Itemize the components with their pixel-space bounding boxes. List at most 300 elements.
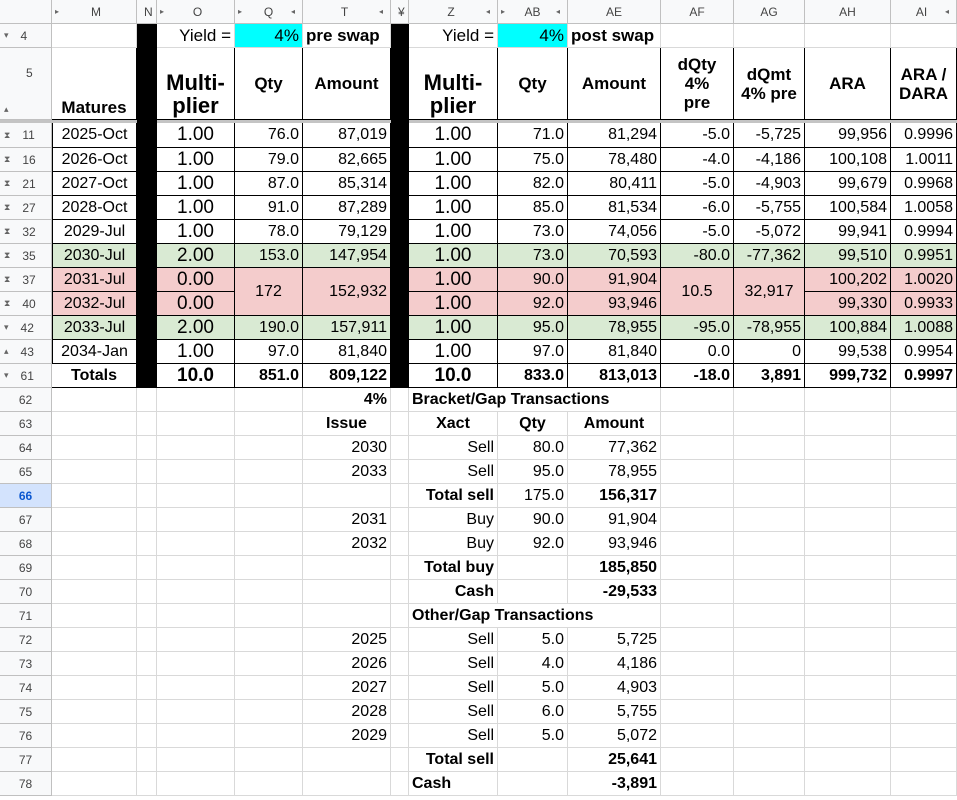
- empty-cell[interactable]: [303, 484, 391, 508]
- multiplier-post-cell[interactable]: 1.00: [409, 123, 498, 148]
- matures-header[interactable]: Matures: [52, 48, 137, 120]
- amount-pre-merged-cell[interactable]: 152,932: [303, 268, 391, 316]
- amount-pre-cell[interactable]: 82,665: [303, 148, 391, 172]
- empty-cell[interactable]: [734, 388, 805, 412]
- yield-input-pre[interactable]: 4%: [235, 24, 303, 48]
- empty-cell[interactable]: [157, 676, 235, 700]
- empty-cell[interactable]: [891, 412, 957, 436]
- empty-cell[interactable]: [52, 628, 137, 652]
- empty-cell[interactable]: [157, 580, 235, 604]
- empty-cell[interactable]: [661, 484, 734, 508]
- empty-cell[interactable]: [805, 412, 891, 436]
- multiplier-pre-cell[interactable]: 1.00: [157, 148, 235, 172]
- row-header-78[interactable]: [0, 772, 52, 796]
- ara-header[interactable]: ARA: [805, 48, 891, 120]
- empty-cell[interactable]: [805, 748, 891, 772]
- empty-cell[interactable]: [661, 556, 734, 580]
- empty-cell[interactable]: [235, 508, 303, 532]
- ara-dara-cell[interactable]: 0.9996: [891, 123, 957, 148]
- empty-cell[interactable]: [235, 676, 303, 700]
- empty-cell[interactable]: [137, 676, 157, 700]
- dqmt-cell[interactable]: -77,362: [734, 244, 805, 268]
- ara-dara-cell[interactable]: 0.9954: [891, 340, 957, 364]
- empty-cell[interactable]: [52, 772, 137, 796]
- qty-pre-cell[interactable]: 78.0: [235, 220, 303, 244]
- empty-cell[interactable]: [391, 700, 409, 724]
- empty-cell[interactable]: [157, 604, 235, 628]
- empty-cell[interactable]: [303, 748, 391, 772]
- row-header-27[interactable]: [0, 196, 52, 220]
- amount-cell[interactable]: 77,362: [568, 436, 661, 460]
- empty-cell[interactable]: [805, 508, 891, 532]
- empty-cell[interactable]: [157, 412, 235, 436]
- ara-dara-cell[interactable]: 1.0058: [891, 196, 957, 220]
- empty-cell[interactable]: [303, 604, 391, 628]
- amount-cell[interactable]: 78,955: [568, 460, 661, 484]
- empty-cell[interactable]: [157, 532, 235, 556]
- group-toggle-icon[interactable]: ▾: [4, 30, 9, 40]
- empty-cell[interactable]: [661, 628, 734, 652]
- totals-qty-post[interactable]: 833.0: [498, 364, 568, 388]
- qty-post-cell[interactable]: 82.0: [498, 172, 568, 196]
- row-header-11[interactable]: [0, 123, 52, 148]
- ara-dara-cell[interactable]: 1.0088: [891, 316, 957, 340]
- row-header-66[interactable]: [0, 484, 52, 508]
- qty-cell[interactable]: 6.0: [498, 700, 568, 724]
- totals-multiplier-pre[interactable]: 10.0: [157, 364, 235, 388]
- empty-cell[interactable]: [661, 460, 734, 484]
- issue-cell[interactable]: 2032: [303, 532, 391, 556]
- row-header-63[interactable]: [0, 412, 52, 436]
- amount-pre-cell[interactable]: 157,911: [303, 316, 391, 340]
- empty-cell[interactable]: [891, 652, 957, 676]
- bracket-title[interactable]: Bracket/Gap Transactions: [409, 388, 661, 412]
- row-header-16[interactable]: [0, 148, 52, 172]
- qty-cell[interactable]: 5.0: [498, 724, 568, 748]
- qty-post-cell[interactable]: 85.0: [498, 196, 568, 220]
- row-header-35[interactable]: [0, 244, 52, 268]
- row-header-65[interactable]: [0, 460, 52, 484]
- collapse-up-icon[interactable]: ▴: [4, 104, 9, 114]
- empty-cell[interactable]: [891, 24, 957, 48]
- ara-cell[interactable]: 100,584: [805, 196, 891, 220]
- row-header-43[interactable]: [0, 340, 52, 364]
- dqty-merged-cell[interactable]: 10.5: [661, 268, 734, 316]
- empty-cell[interactable]: [157, 484, 235, 508]
- empty-cell[interactable]: [391, 484, 409, 508]
- amount-pre-cell[interactable]: 81,840: [303, 340, 391, 364]
- multiplier-post-cell[interactable]: 1.00: [409, 220, 498, 244]
- qty-pre-cell[interactable]: 153.0: [235, 244, 303, 268]
- amount-post-cell[interactable]: 74,056: [568, 220, 661, 244]
- total-sell-label[interactable]: Total sell: [409, 484, 498, 508]
- empty-cell[interactable]: [235, 652, 303, 676]
- empty-cell[interactable]: [661, 604, 734, 628]
- empty-cell[interactable]: [661, 652, 734, 676]
- matures-cell[interactable]: 2031-Jul: [52, 268, 137, 292]
- empty-cell[interactable]: [661, 436, 734, 460]
- empty-cell[interactable]: [391, 628, 409, 652]
- column-header-AI[interactable]: [891, 0, 957, 24]
- empty-cell[interactable]: [303, 580, 391, 604]
- dqmt-cell[interactable]: -4,903: [734, 172, 805, 196]
- issue-cell[interactable]: 2029: [303, 724, 391, 748]
- column-header-Z[interactable]: [409, 0, 498, 24]
- dqmt-cell[interactable]: -5,072: [734, 220, 805, 244]
- amount-cell[interactable]: 5,725: [568, 628, 661, 652]
- empty-cell[interactable]: [157, 508, 235, 532]
- xact-cell[interactable]: Buy: [409, 508, 498, 532]
- issue-cell[interactable]: 2030: [303, 436, 391, 460]
- empty-cell[interactable]: [805, 484, 891, 508]
- amount-post-header[interactable]: Amount: [568, 48, 661, 120]
- empty-cell[interactable]: [891, 508, 957, 532]
- totals-dqty[interactable]: -18.0: [661, 364, 734, 388]
- empty-cell[interactable]: [498, 772, 568, 796]
- empty-cell[interactable]: [391, 412, 409, 436]
- group-toggle-icon[interactable]: ⧗: [4, 178, 11, 188]
- empty-cell[interactable]: [235, 388, 303, 412]
- empty-cell[interactable]: [498, 556, 568, 580]
- empty-cell[interactable]: [391, 676, 409, 700]
- qty-header[interactable]: Qty: [498, 412, 568, 436]
- empty-cell[interactable]: [661, 24, 734, 48]
- multiplier-post-cell[interactable]: 1.00: [409, 148, 498, 172]
- other-title[interactable]: Other/Gap Transactions: [409, 604, 661, 628]
- ara-dara-cell[interactable]: 0.9968: [891, 172, 957, 196]
- matures-cell[interactable]: 2026-Oct: [52, 148, 137, 172]
- matures-cell[interactable]: 2029-Jul: [52, 220, 137, 244]
- amount-pre-cell[interactable]: 147,954: [303, 244, 391, 268]
- ara-dara-cell[interactable]: 0.9933: [891, 292, 957, 316]
- empty-cell[interactable]: [137, 652, 157, 676]
- empty-cell[interactable]: [52, 460, 137, 484]
- issue-header[interactable]: Issue: [303, 412, 391, 436]
- empty-cell[interactable]: [805, 580, 891, 604]
- qty-post-cell[interactable]: 95.0: [498, 316, 568, 340]
- empty-cell[interactable]: [391, 460, 409, 484]
- multiplier-pre-cell[interactable]: 1.00: [157, 220, 235, 244]
- empty-cell[interactable]: [235, 700, 303, 724]
- collapse-left-icon[interactable]: ◂: [944, 7, 949, 16]
- multiplier-post-cell[interactable]: 1.00: [409, 340, 498, 364]
- multiplier-post-cell[interactable]: 1.00: [409, 196, 498, 220]
- qty-cell[interactable]: 92.0: [498, 532, 568, 556]
- ara-cell[interactable]: 99,679: [805, 172, 891, 196]
- column-header-AB[interactable]: [498, 0, 568, 24]
- matures-cell[interactable]: 2027-Oct: [52, 172, 137, 196]
- dqty-cell[interactable]: 0.0: [661, 340, 734, 364]
- empty-cell[interactable]: [235, 772, 303, 796]
- amount-pre-cell[interactable]: 87,289: [303, 196, 391, 220]
- multiplier-post-header[interactable]: Multi- plier: [409, 48, 498, 120]
- matures-cell[interactable]: 2034-Jan: [52, 340, 137, 364]
- qty-post-cell[interactable]: 92.0: [498, 292, 568, 316]
- other-cash-label[interactable]: Cash: [409, 772, 498, 796]
- empty-cell[interactable]: [661, 508, 734, 532]
- empty-cell[interactable]: [805, 556, 891, 580]
- totals-amount-pre[interactable]: 809,122: [303, 364, 391, 388]
- row-header-61[interactable]: [0, 364, 52, 388]
- column-header-O[interactable]: [157, 0, 235, 24]
- dqty-cell[interactable]: -95.0: [661, 316, 734, 340]
- empty-cell[interactable]: [137, 700, 157, 724]
- totals-amount-post[interactable]: 813,013: [568, 364, 661, 388]
- qty-post-cell[interactable]: 75.0: [498, 148, 568, 172]
- ara-cell[interactable]: 100,202: [805, 268, 891, 292]
- empty-cell[interactable]: [891, 628, 957, 652]
- empty-cell[interactable]: [235, 484, 303, 508]
- qty-post-cell[interactable]: 73.0: [498, 244, 568, 268]
- amount-post-cell[interactable]: 78,955: [568, 316, 661, 340]
- cash-amount[interactable]: -29,533: [568, 580, 661, 604]
- empty-cell[interactable]: [891, 724, 957, 748]
- empty-cell[interactable]: [157, 652, 235, 676]
- group-toggle-icon[interactable]: ⧗: [4, 154, 11, 164]
- dqmt-cell[interactable]: -5,725: [734, 123, 805, 148]
- collapse-left-icon[interactable]: ◂: [378, 7, 383, 16]
- row-header-74[interactable]: [0, 676, 52, 700]
- empty-cell[interactable]: [52, 556, 137, 580]
- empty-cell[interactable]: [137, 772, 157, 796]
- empty-cell[interactable]: [137, 508, 157, 532]
- ara-cell[interactable]: 100,884: [805, 316, 891, 340]
- empty-cell[interactable]: [137, 628, 157, 652]
- empty-cell[interactable]: [891, 484, 957, 508]
- empty-cell[interactable]: [734, 24, 805, 48]
- empty-cell[interactable]: [235, 580, 303, 604]
- empty-cell[interactable]: [391, 748, 409, 772]
- totals-ara-dara[interactable]: 0.9997: [891, 364, 957, 388]
- empty-cell[interactable]: [805, 652, 891, 676]
- qty-post-cell[interactable]: 73.0: [498, 220, 568, 244]
- multiplier-pre-cell[interactable]: 1.00: [157, 196, 235, 220]
- multiplier-pre-header[interactable]: Multi- plier: [157, 48, 235, 120]
- other-total-sell-label[interactable]: Total sell: [409, 748, 498, 772]
- yield-label-pre[interactable]: Yield =: [157, 24, 235, 48]
- group-toggle-icon[interactable]: ▴: [4, 346, 9, 356]
- column-header-AE[interactable]: [568, 0, 661, 24]
- total-buy-label[interactable]: Total buy: [409, 556, 498, 580]
- empty-cell[interactable]: [661, 748, 734, 772]
- amount-cell[interactable]: 93,946: [568, 532, 661, 556]
- empty-cell[interactable]: [391, 652, 409, 676]
- empty-cell[interactable]: [137, 460, 157, 484]
- empty-cell[interactable]: [137, 436, 157, 460]
- yield-input-post[interactable]: 4%: [498, 24, 568, 48]
- dqmt-cell[interactable]: 0: [734, 340, 805, 364]
- issue-cell[interactable]: 2031: [303, 508, 391, 532]
- group-toggle-icon[interactable]: ⧗: [4, 250, 11, 260]
- empty-cell[interactable]: [805, 388, 891, 412]
- qty-cell[interactable]: 4.0: [498, 652, 568, 676]
- total-buy-amount[interactable]: 185,850: [568, 556, 661, 580]
- empty-cell[interactable]: [734, 532, 805, 556]
- empty-cell[interactable]: [391, 772, 409, 796]
- empty-cell[interactable]: [734, 484, 805, 508]
- empty-cell[interactable]: [52, 676, 137, 700]
- empty-cell[interactable]: [391, 604, 409, 628]
- empty-cell[interactable]: [891, 388, 957, 412]
- column-header-T[interactable]: [303, 0, 391, 24]
- empty-cell[interactable]: [661, 532, 734, 556]
- issue-cell[interactable]: 2033: [303, 460, 391, 484]
- empty-cell[interactable]: [805, 772, 891, 796]
- qty-pre-cell[interactable]: 190.0: [235, 316, 303, 340]
- amount-post-cell[interactable]: 93,946: [568, 292, 661, 316]
- empty-cell[interactable]: [52, 748, 137, 772]
- amount-post-cell[interactable]: 80,411: [568, 172, 661, 196]
- empty-cell[interactable]: [891, 556, 957, 580]
- multiplier-post-cell[interactable]: 1.00: [409, 316, 498, 340]
- multiplier-post-cell[interactable]: 1.00: [409, 244, 498, 268]
- row-header-75[interactable]: [0, 700, 52, 724]
- matures-cell[interactable]: 2032-Jul: [52, 292, 137, 316]
- ara-dara-cell[interactable]: 1.0020: [891, 268, 957, 292]
- xact-cell[interactable]: Sell: [409, 700, 498, 724]
- xact-cell[interactable]: Sell: [409, 628, 498, 652]
- empty-cell[interactable]: [137, 484, 157, 508]
- ara-cell[interactable]: 99,330: [805, 292, 891, 316]
- empty-cell[interactable]: [157, 460, 235, 484]
- empty-cell[interactable]: [391, 436, 409, 460]
- row-header-67[interactable]: [0, 508, 52, 532]
- row-header-71[interactable]: [0, 604, 52, 628]
- dqmt-cell[interactable]: -78,955: [734, 316, 805, 340]
- empty-cell[interactable]: [391, 580, 409, 604]
- amount-cell[interactable]: 4,903: [568, 676, 661, 700]
- cash-label[interactable]: Cash: [409, 580, 498, 604]
- row-header-70[interactable]: [0, 580, 52, 604]
- empty-cell[interactable]: [805, 724, 891, 748]
- amount-pre-cell[interactable]: 79,129: [303, 220, 391, 244]
- dqmt-merged-cell[interactable]: 32,917: [734, 268, 805, 316]
- qty-post-cell[interactable]: 97.0: [498, 340, 568, 364]
- empty-cell[interactable]: [891, 604, 957, 628]
- matures-cell[interactable]: 2025-Oct: [52, 123, 137, 148]
- empty-cell[interactable]: [157, 628, 235, 652]
- amount-post-cell[interactable]: 70,593: [568, 244, 661, 268]
- matures-cell[interactable]: 2030-Jul: [52, 244, 137, 268]
- row-header-76[interactable]: [0, 724, 52, 748]
- ara-cell[interactable]: 99,941: [805, 220, 891, 244]
- dqmt-header[interactable]: dQmt 4% pre: [734, 48, 805, 120]
- bracket-percent[interactable]: 4%: [303, 388, 391, 412]
- row-header-42[interactable]: [0, 316, 52, 340]
- column-header-¥[interactable]: [391, 0, 409, 24]
- pre-swap-label[interactable]: pre swap: [303, 24, 391, 48]
- collapse-left-icon[interactable]: ◂: [485, 7, 490, 16]
- qty-pre-cell[interactable]: 97.0: [235, 340, 303, 364]
- empty-cell[interactable]: [891, 676, 957, 700]
- empty-cell[interactable]: [734, 604, 805, 628]
- empty-cell[interactable]: [52, 484, 137, 508]
- empty-cell[interactable]: [805, 700, 891, 724]
- multiplier-post-cell[interactable]: 1.00: [409, 172, 498, 196]
- post-swap-label[interactable]: post swap: [568, 24, 661, 48]
- empty-cell[interactable]: [52, 580, 137, 604]
- amount-header[interactable]: Amount: [568, 412, 661, 436]
- empty-cell[interactable]: [391, 724, 409, 748]
- empty-cell[interactable]: [235, 460, 303, 484]
- qty-pre-cell[interactable]: 91.0: [235, 196, 303, 220]
- empty-cell[interactable]: [734, 652, 805, 676]
- row-header-37[interactable]: [0, 268, 52, 292]
- ara-dara-cell[interactable]: 0.9951: [891, 244, 957, 268]
- empty-cell[interactable]: [891, 748, 957, 772]
- empty-cell[interactable]: [303, 772, 391, 796]
- empty-cell[interactable]: [734, 508, 805, 532]
- qty-cell[interactable]: 5.0: [498, 628, 568, 652]
- qty-cell[interactable]: 80.0: [498, 436, 568, 460]
- qty-post-cell[interactable]: 71.0: [498, 123, 568, 148]
- amount-post-cell[interactable]: 81,294: [568, 123, 661, 148]
- column-header-N[interactable]: [137, 0, 157, 24]
- row-header-68[interactable]: [0, 532, 52, 556]
- empty-cell[interactable]: [52, 436, 137, 460]
- dqmt-cell[interactable]: -5,755: [734, 196, 805, 220]
- qty-pre-merged-cell[interactable]: 172: [235, 268, 303, 316]
- totals-label[interactable]: Totals: [52, 364, 137, 388]
- empty-cell[interactable]: [805, 436, 891, 460]
- empty-cell[interactable]: [734, 556, 805, 580]
- empty-cell[interactable]: [137, 724, 157, 748]
- xact-cell[interactable]: Sell: [409, 724, 498, 748]
- totals-ara[interactable]: 999,732: [805, 364, 891, 388]
- qty-cell[interactable]: 90.0: [498, 508, 568, 532]
- group-toggle-icon[interactable]: ⧗: [4, 298, 11, 308]
- empty-cell[interactable]: [235, 556, 303, 580]
- empty-cell[interactable]: [661, 772, 734, 796]
- empty-cell[interactable]: [391, 556, 409, 580]
- empty-cell[interactable]: [805, 676, 891, 700]
- empty-cell[interactable]: [498, 748, 568, 772]
- qty-cell[interactable]: 95.0: [498, 460, 568, 484]
- multiplier-pre-cell[interactable]: 2.00: [157, 244, 235, 268]
- other-total-sell-amount[interactable]: 25,641: [568, 748, 661, 772]
- group-toggle-icon[interactable]: ▾: [4, 370, 9, 380]
- empty-cell[interactable]: [805, 532, 891, 556]
- row-header-21[interactable]: [0, 172, 52, 196]
- dqty-cell[interactable]: -80.0: [661, 244, 734, 268]
- ara-dara-cell[interactable]: 1.0011: [891, 148, 957, 172]
- empty-cell[interactable]: [734, 748, 805, 772]
- amount-cell[interactable]: 91,904: [568, 508, 661, 532]
- qty-cell[interactable]: 5.0: [498, 676, 568, 700]
- empty-cell[interactable]: [391, 388, 409, 412]
- dqty-cell[interactable]: -4.0: [661, 148, 734, 172]
- ara-cell[interactable]: 99,956: [805, 123, 891, 148]
- empty-cell[interactable]: [235, 412, 303, 436]
- empty-cell[interactable]: [157, 748, 235, 772]
- empty-cell[interactable]: [891, 436, 957, 460]
- empty-cell[interactable]: [52, 532, 137, 556]
- expand-right-icon[interactable]: ▸: [238, 7, 243, 16]
- empty-cell[interactable]: [137, 412, 157, 436]
- xact-cell[interactable]: Sell: [409, 652, 498, 676]
- qty-pre-cell[interactable]: 79.0: [235, 148, 303, 172]
- group-toggle-icon[interactable]: ⧗: [4, 226, 11, 236]
- dqty-cell[interactable]: -6.0: [661, 196, 734, 220]
- empty-cell[interactable]: [157, 388, 235, 412]
- multiplier-pre-cell[interactable]: 0.00: [157, 292, 235, 316]
- empty-cell[interactable]: [661, 412, 734, 436]
- total-sell-qty[interactable]: 175.0: [498, 484, 568, 508]
- expand-right-icon[interactable]: ▸: [55, 7, 60, 16]
- amount-pre-cell[interactable]: 85,314: [303, 172, 391, 196]
- empty-cell[interactable]: [391, 508, 409, 532]
- row-header-32[interactable]: [0, 220, 52, 244]
